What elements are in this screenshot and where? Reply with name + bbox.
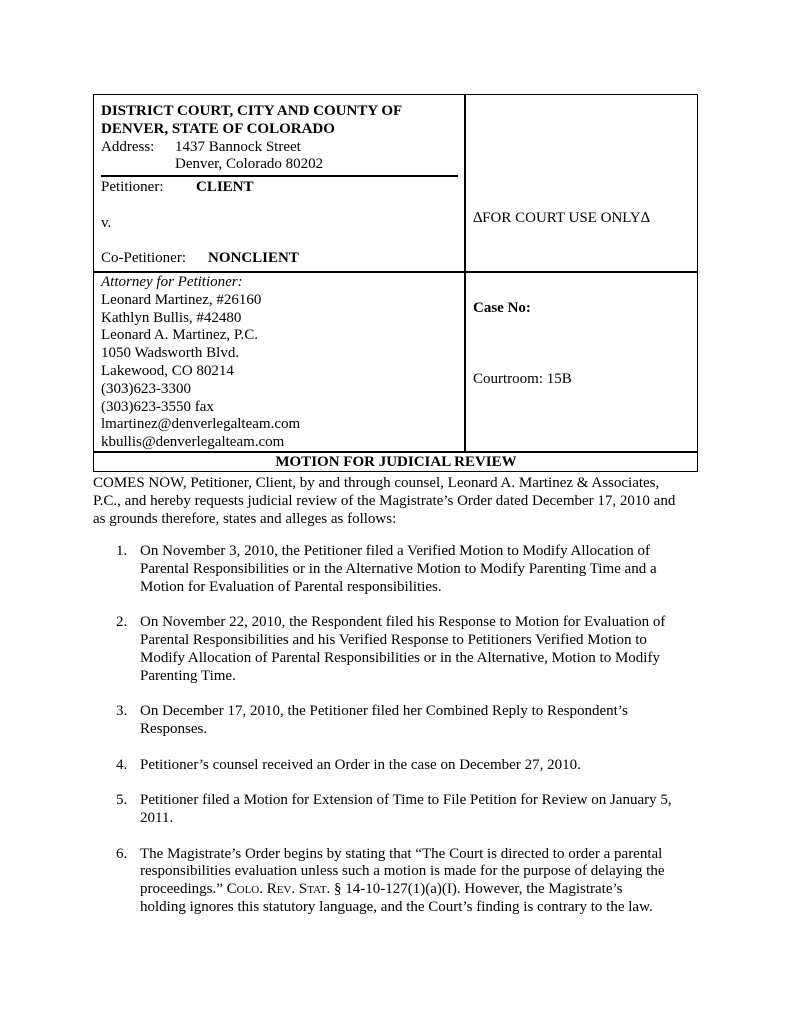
item-line: Parental Responsibilities and his Verified Response to Petitioners Verified Motion to [140,631,647,648]
item-line: On November 3, 2010, the Petitioner filed a Verified Motion to Modify Allocation of [140,543,651,559]
item-line: responsibilities evaluation unless such a motion is made for the purpose of delaying the [140,863,665,880]
versus-text: v. [101,215,112,231]
copetitioner-row [101,250,458,268]
item-line-part: § 14-10-127(1)(a)(I). However, the Magistrate’s [330,881,623,898]
copetitioner-label: Co-Petitioner: [101,249,186,266]
item-line: Motion for Evaluation of Parental responsibilities. [140,578,442,595]
attorney-line: 1050 Wadsworth Blvd. [101,345,240,362]
item-number: 1. [116,543,128,559]
court-address-rule [101,175,458,177]
list-item [116,846,686,917]
caption-right-divider [465,271,698,273]
item-line-part: proceedings.” [140,881,227,898]
petitioner-name: CLIENT [196,179,254,195]
attorney-line: Lakewood, CO 80214 [101,362,234,379]
item-number: 6. [116,845,128,862]
attorney-block [101,274,300,452]
list-item [116,703,686,739]
intro-line: P.C., and hereby requests judicial review of the Magistrate’s Order dated December 17, 2010 and [93,492,676,509]
item-number: 2. [116,614,128,631]
item-text [140,703,686,739]
attorney-fax: (303)623-3550 fax [101,398,214,415]
attorney-line: Leonard A. Martinez, P.C. [101,327,259,344]
item-text [140,757,686,775]
attorney-line: Kathlyn Bullis, #42480 [101,309,242,326]
item-line: Petitioner’s counsel received an Order in the case on December 27, 2010. [140,756,581,773]
caption-left-divider [94,271,465,273]
court-name-line-2: DENVER, STATE OF COLORADO [101,120,335,137]
attorney-email: lmartinez@denverlegalteam.com [101,416,301,433]
list-item [116,543,686,596]
item-line: holding ignores this statutory language, and the Court’s finding is contrary to the law. [140,898,653,915]
item-number: 3. [116,703,128,720]
item-text [140,792,686,828]
parties-block [101,179,458,268]
item-line: Parenting Time. [140,667,236,684]
item-line: Parental Responsibilities or in the Alternative Motion to Modify Parenting Time and a [140,560,657,577]
address-line-2: Denver, Colorado 80202 [175,156,324,173]
statute-citation: Colo. Rev. Stat. [226,881,331,898]
court-block [101,103,402,174]
address-label: Address: [101,138,155,155]
case-number-label: Case No: [473,300,531,316]
attorney-email: kbullis@denverlegalteam.com [101,434,285,451]
copetitioner-name: NONCLIENT [208,249,299,266]
item-number: 5. [116,792,128,809]
caption-vertical-divider [464,95,466,451]
item-line: Responses. [140,720,208,737]
attorney-phone: (303)623-3300 [101,380,191,397]
court-name-line-1: DISTRICT COURT, CITY AND COUNTY OF [101,103,403,119]
item-line: Petitioner filed a Motion for Extension of Time to File Petition for Review on January 5, [140,792,672,809]
address-line-1: 1437 Bannock Street [175,138,301,155]
intro-paragraph [93,475,703,528]
motion-title: MOTION FOR JUDICIAL REVIEW [275,454,517,470]
item-line: On December 17, 2010, the Petitioner filed her Combined Reply to Respondent’s [140,703,628,720]
item-line-with-citation [140,881,686,899]
item-text [140,543,686,596]
numbered-allegations [116,543,686,935]
list-item [116,757,686,775]
courtroom-label: Courtroom: 15B [473,371,572,387]
item-line: 2011. [140,809,174,826]
attorney-line: Leonard Martinez, #26160 [101,291,262,308]
petitioner-row [101,179,458,197]
item-line: On November 22, 2010, the Respondent filed his Response to Motion for Evaluation of [140,614,666,631]
item-line: Modify Allocation of Parental Responsibilities or in the Alternative, Motion to Modify [140,649,660,666]
case-caption-table [93,94,698,472]
court-address-row-1 [101,139,402,157]
item-line: The Magistrate’s Order begins by stating that “The Court is directed to order a parental [140,845,663,862]
attorney-heading: Attorney for Petitioner: [101,274,243,290]
item-text [140,846,686,917]
intro-line: COMES NOW, Petitioner, Client, by and through counsel, Leonard A. Martinez & Associates, [93,475,660,491]
intro-line: as grounds therefore, states and alleges as follows: [93,510,397,527]
petitioner-label: Petitioner: [101,179,164,195]
court-address-row-2 [101,156,402,174]
court-use-only-label: ∆FOR COURT USE ONLY∆ [473,210,650,226]
item-number: 4. [116,756,128,773]
list-item [116,614,686,685]
item-text [140,614,686,685]
list-item [116,792,686,828]
